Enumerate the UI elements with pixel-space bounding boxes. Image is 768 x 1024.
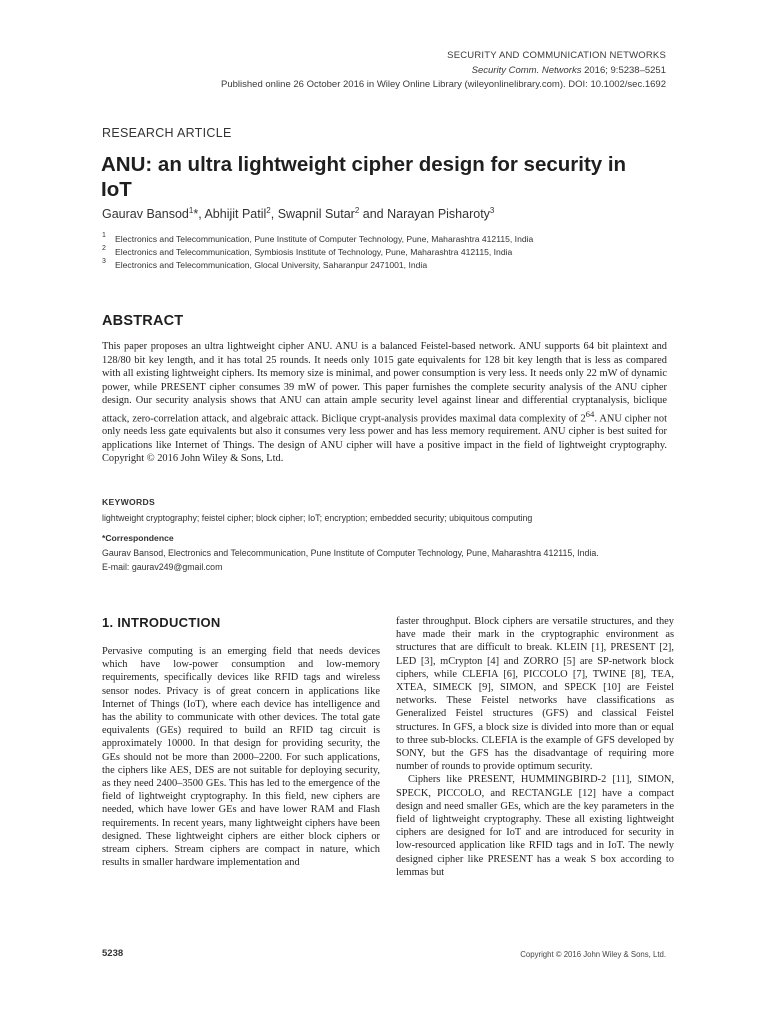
correspondence-details — [102, 546, 599, 574]
introduction-heading: 1. INTRODUCTION — [102, 615, 221, 630]
journal-header — [221, 49, 666, 93]
affiliation-item — [102, 259, 533, 272]
affiliation-text: Electronics and Telecommunication, Pune Institute of Computer Technology, Pune, Maharashtra 412115, India — [115, 234, 534, 244]
intro-paragraph-2: faster throughput. Block ciphers are versatile structures, and they have made their mark in the cryptographic environment as structures that are difficult to break. KLEIN [1], PRESENT [2], LED [3], mCrypton [4] and ZORRO [5] are SP-network block ciphers, while CLEFIA [6], PICCOLO [7], TWINE [8], TEA, XTEA, SIMECK [9], SIMON, and SPECK [10] are Feistel networks. These Feistel networks have classifications as Generalized Feistel structures (GFS) and classical Feistel structures. In GFS, a block size is divided into more than or equal to three sub-blocks. CLEFIA is the example of GFS developed by SONY, but the GFS has the disadvantage of requiring more number of rounds to provide optimum security. — [396, 616, 674, 773]
author-name: Abhijit Patil — [204, 207, 267, 222]
citation-volume-pages: 2016; 9:5238–5251 — [581, 64, 666, 76]
correspondence-email: E-mail: gaurav249@gmail.com — [102, 562, 223, 572]
page-number: 5238 — [102, 948, 124, 959]
affiliation-number: 2 — [102, 244, 106, 252]
journal-citation — [221, 64, 666, 79]
corresponding-author-mark: * — [193, 207, 199, 222]
author-separator: , — [270, 207, 278, 222]
affiliation-item — [102, 246, 533, 259]
article-type: RESEARCH ARTICLE — [102, 126, 232, 140]
right-column — [396, 615, 674, 879]
affiliation-item — [102, 233, 533, 246]
intro-paragraph-3: Ciphers like PRESENT, HUMMINGBIRD-2 [11], SIMON, SPECK, PICCOLO, and RECTANGLE [12] have a compact design and need smaller GEs, which are the key parameters in the field of lightweight cryptography. These all existing lightweight ciphers are designed for IoT and are introduced for security in low-resourced application like RFID tags and in IoT. The newly designed cipher like PRESENT has a weak S box according to lemmas but — [396, 774, 674, 878]
title-line-2: IoT — [101, 178, 132, 201]
journal-name: SECURITY AND COMMUNICATION NETWORKS — [447, 50, 666, 61]
affiliation-text: Electronics and Telecommunication, Symbiosis Institute of Technology, Pune, Maharashtra 412115, India — [115, 246, 513, 257]
author-affiliation-mark: 1 — [188, 206, 194, 215]
left-column — [102, 645, 380, 869]
correspondence-address: Gaurav Bansod, Electronics and Telecommunication, Pune Institute of Computer Technology, Pune, Maharashtra 412115, India. — [102, 548, 599, 558]
paper-title — [101, 152, 681, 202]
abstract-body-continued: . ANU cipher not only needs less gate equivalents but also it consumes very less power and has less memory requirement. ANU cipher is best suited for applications like Internet of Things. The design of ANU cipher will have a positive impact in the field of lightweight cryptography. Copyright © 2016 John Wiley & Sons, Ltd. — [102, 412, 667, 465]
author-affiliation-mark: 2 — [266, 206, 271, 215]
abstract-body: This paper proposes an ultra lightweight cipher ANU. ANU is a balanced Feistel-based network. ANU supports 64 bit plaintext and 128/80 bit key length, and it has total 25 rounds. It needs only 1015 gate equivalents for 128 bit key length that is less as compared with all existing lightweight ciphers. Its memory size is minimal, and power consumption is very less. It needs only 22 mW of dynamic power, while PRESENT cipher consumes 39 mW of power. This paper furnishes the complete security analysis of the ANU cipher design. Our security analysis shows that ANU can attain ample security level against linear and differential cryptanalysis, biclique attack, zero-correlation attack, and algebraic attack. Biclique crypt-analysis provides maximal data complexity of 2 — [102, 341, 667, 424]
affiliation-number: 1 — [102, 232, 106, 239]
correspondence-heading: *Correspondence — [102, 533, 174, 543]
author-name: Swapnil Sutar — [277, 207, 355, 222]
abstract-superscript: 64 — [585, 408, 595, 419]
author-name: Narayan Pisharoty — [387, 207, 490, 222]
author-affiliation-mark: 2 — [354, 206, 360, 215]
affiliation-text: Electronics and Telecommunication, Glocal University, Saharanpur 2471001, India — [115, 259, 428, 270]
keywords-heading: KEYWORDS — [102, 497, 156, 507]
author-name: Gaurav Bansod — [102, 207, 189, 222]
citation-journal-abbrev: Security Comm. Networks — [471, 64, 582, 76]
abstract-text — [102, 340, 667, 466]
abstract-heading: ABSTRACT — [102, 313, 184, 329]
author-separator: and — [359, 207, 388, 222]
affiliation-list — [102, 233, 533, 271]
keywords-text: lightweight cryptography; feistel cipher; block cipher; IoT; encryption; embedded security; ubiquitous computing — [102, 513, 533, 523]
intro-paragraph-1: Pervasive computing is an emerging field that needs devices which have low-power consumption and low-memory requirements, specifically devices like RFID tags and wireless sensor nodes. Privacy is of great concern in applications like Internet of Things (IoT), where each device has intelligence and has the ability to communicate with other devices. The total gate equivalents (GEs) required to build an RFID tag circuit is approximately 10000. In that design for providing security, the GEs should not be more than 2000–2200. For such applications, the ciphers like AES, DES are not suitable for deploying security, as they need 2400–3500 GEs. This has led to the emergence of the field of lightweight cryptography. In this field, new ciphers are needed, which have lower GEs and have lower RAM and Flash requirements. In recent years, many lightweight ciphers have been designed. These lightweight ciphers are either block ciphers or stream ciphers. Stream ciphers are compact in nature, which results in smaller hardware implementation and — [102, 646, 380, 869]
affiliation-number: 3 — [102, 257, 106, 265]
title-line-1: ANU: an ultra lightweight cipher design for security in — [101, 153, 627, 176]
author-list — [102, 206, 494, 221]
publication-info: Published online 26 October 2016 in Wiley Online Library (wileyonlinelibrary.com). DOI: 10.1002/sec.1692 — [221, 79, 666, 90]
author-separator: , — [198, 207, 205, 222]
footer-copyright: Copyright © 2016 John Wiley & Sons, Ltd. — [520, 950, 666, 959]
author-affiliation-mark: 3 — [489, 206, 495, 215]
